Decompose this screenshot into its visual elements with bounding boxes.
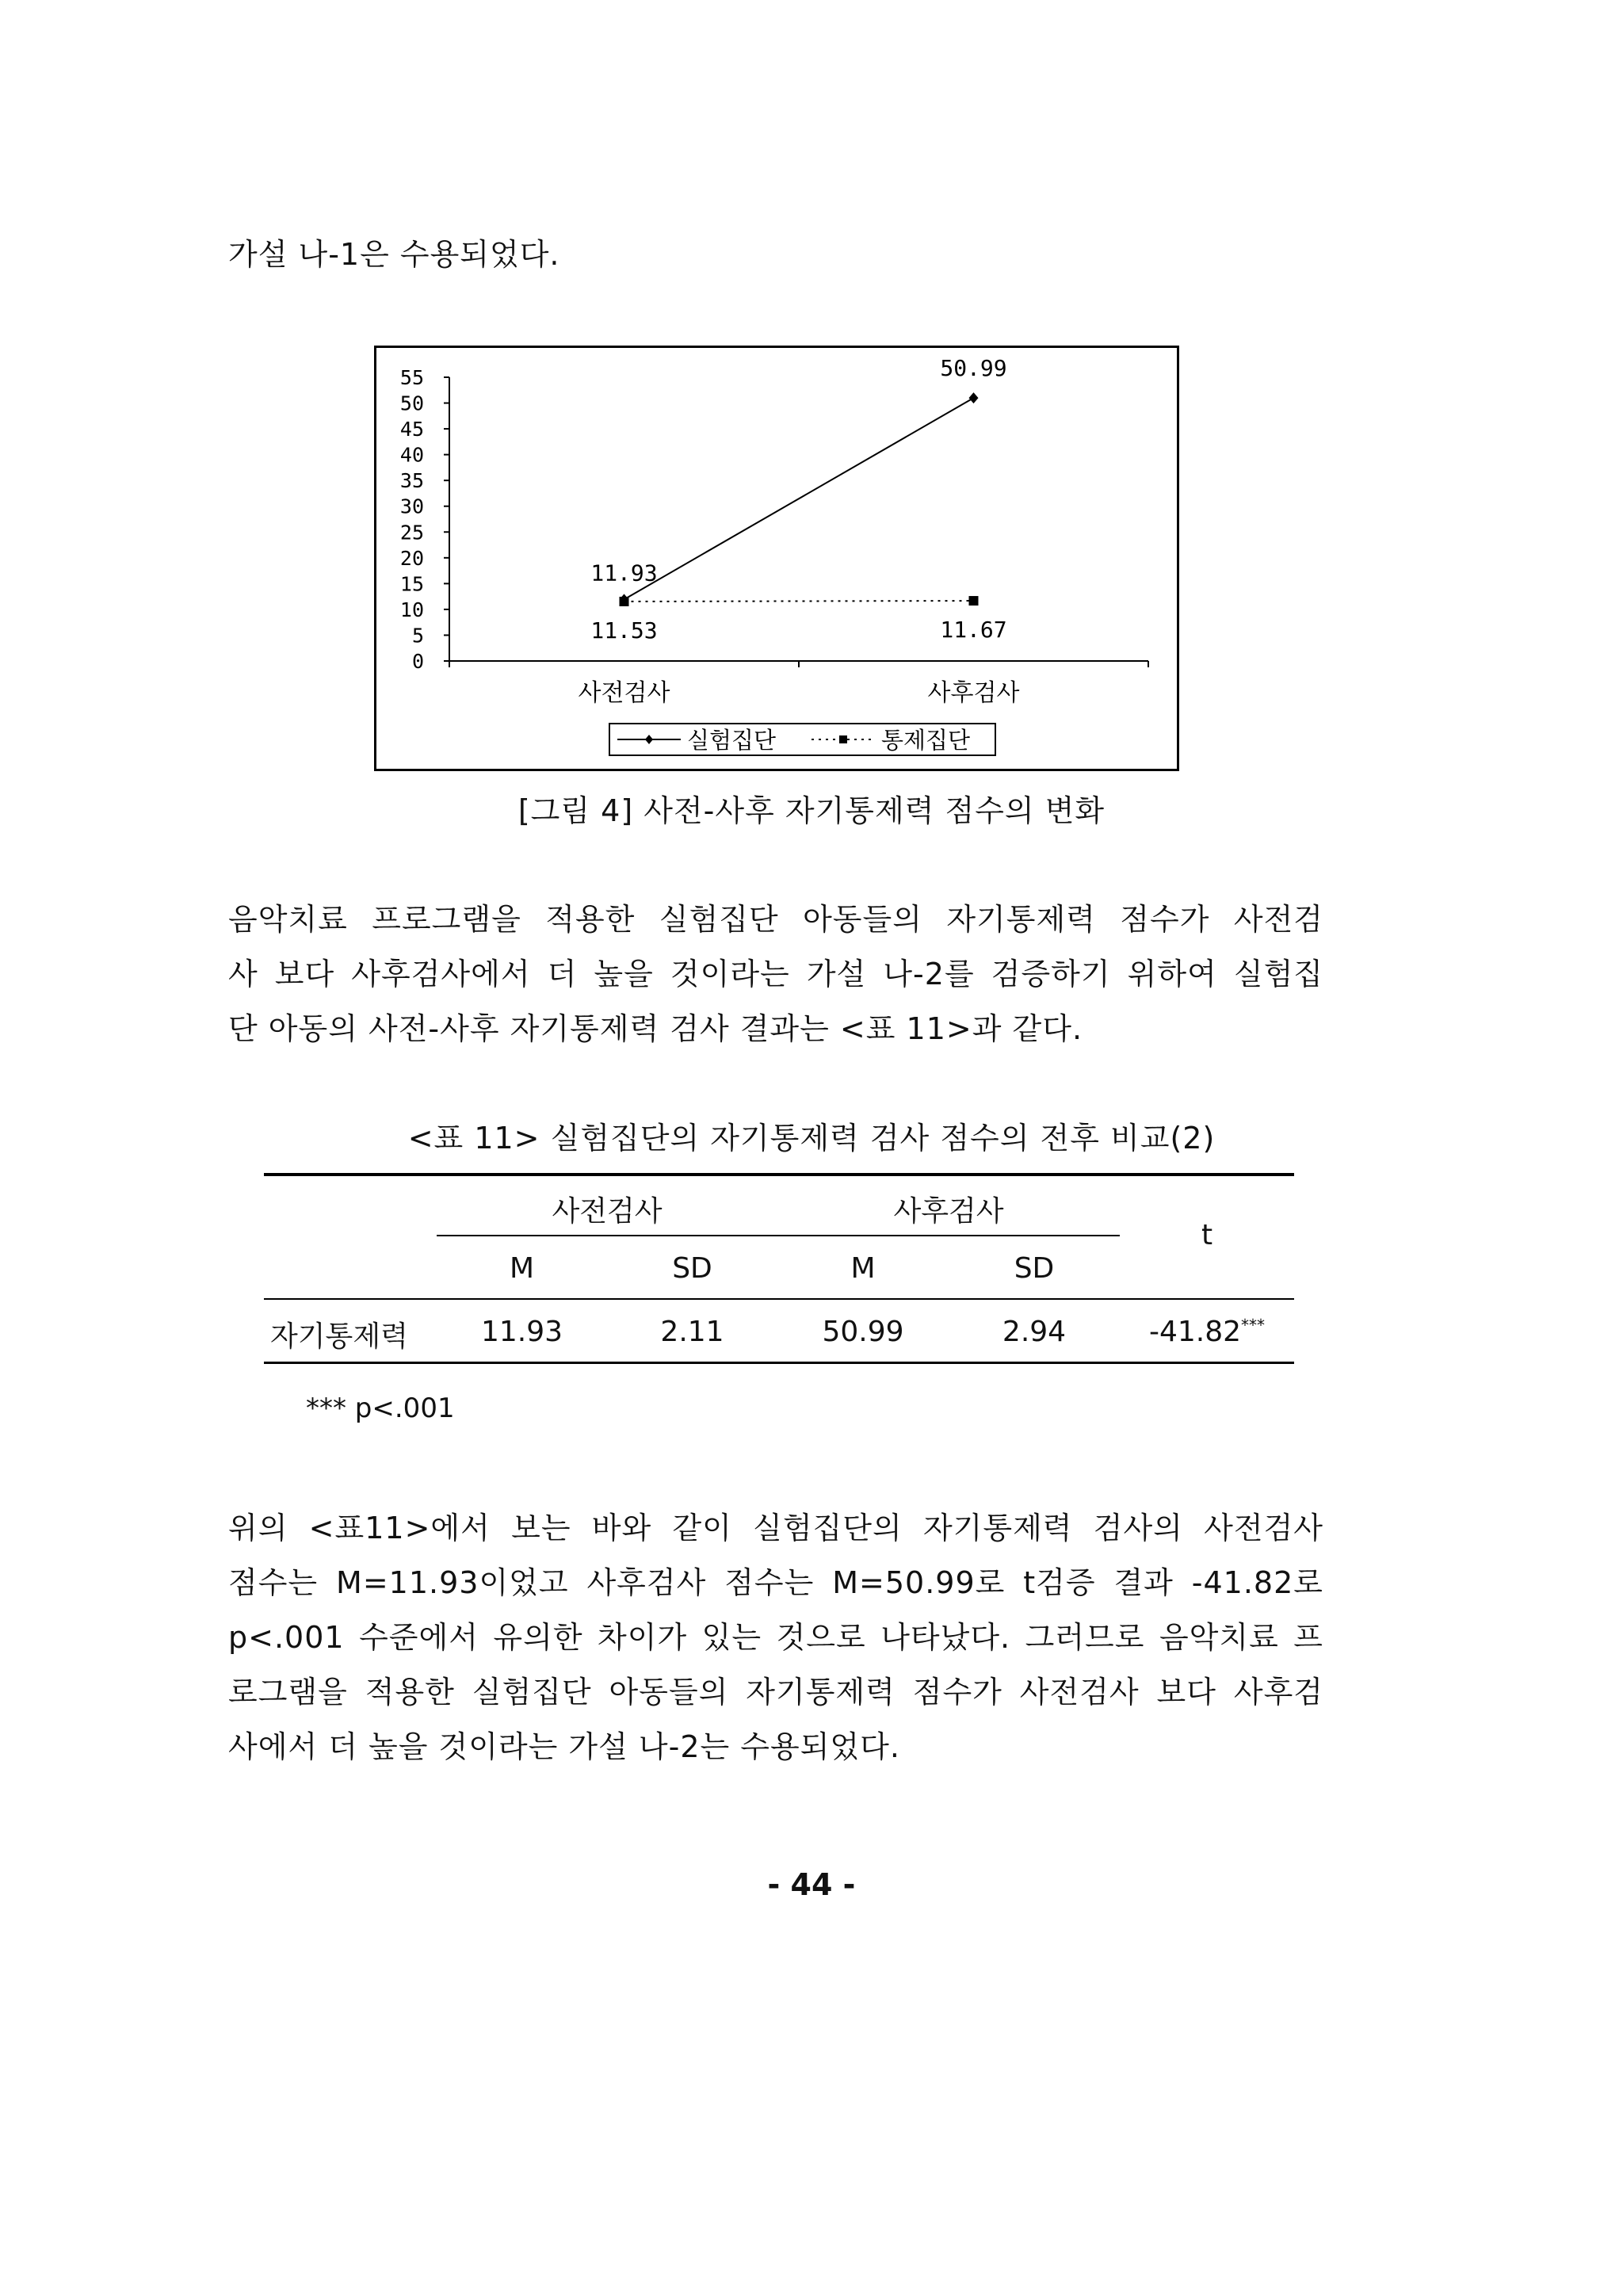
value-sd-post: 2.94: [1002, 1316, 1067, 1348]
data-point-experimental: [969, 392, 979, 403]
data-label-ctrl-post: 11.67: [940, 617, 1007, 644]
t-header: t: [1201, 1219, 1213, 1251]
value-sd-pre: 2.11: [660, 1316, 724, 1348]
figure-caption: [그림 4] 사전-사후 자기통제력 점수의 변화: [517, 793, 1106, 828]
table-caption: <표 11> 실험집단의 자기통제력 검사 점수의 전후 비교(2): [407, 1121, 1216, 1156]
series-line-experimental: [624, 398, 974, 599]
y-tick-label: 5: [411, 624, 424, 648]
value-t: [1120, 1316, 1294, 1348]
group-header-pre: 사전검사: [552, 1195, 663, 1228]
x-tick-label: 사전검사: [578, 679, 670, 707]
y-tick-label: 45: [399, 418, 424, 441]
group-header-post: 사후검사: [893, 1195, 1004, 1228]
chart-svg: [376, 348, 1177, 769]
paragraph-2-line: 위의 <표11>에서 보는 바와 같이 실험집단의 자기통제력 검사의 사전검사: [228, 1511, 1323, 1545]
x-tick-label: 사후검사: [927, 679, 1020, 707]
data-point-control: [969, 596, 979, 606]
paragraph-1-line: 사 보다 사후검사에서 더 높을 것이라는 가설 나-2를 검증하기 위하여 실험집: [228, 957, 1323, 991]
paragraph-2-line: 점수는 M=11.93이었고 사후검사 점수는 M=50.99로 t검증 결과 -41.82로: [228, 1565, 1323, 1600]
data-label-ctrl-pre: 11.53: [590, 617, 658, 644]
y-tick-label: 35: [399, 469, 424, 493]
table-top-rule: [264, 1173, 1294, 1176]
y-tick-label: 10: [399, 598, 424, 621]
series-line-control: [624, 601, 974, 602]
sub-header-sd-pre: SD: [672, 1252, 712, 1285]
legend-marker-control: [839, 735, 847, 743]
paragraph-2-line: 사에서 더 높을 것이라는 가설 나-2는 수용되었다.: [228, 1729, 900, 1764]
paragraph-2-line: 로그램을 적용한 실험집단 아동들의 자기통제력 점수가 사전검사 보다 사후검: [228, 1675, 1323, 1710]
legend-label-control: 통제집단: [881, 727, 971, 754]
sub-header-m-pre: M: [509, 1252, 535, 1285]
data-label-exp-post: 50.99: [940, 355, 1007, 382]
sub-header-m-post: M: [850, 1252, 876, 1285]
y-tick-label: 50: [399, 392, 424, 415]
value-m-pre: 11.93: [480, 1316, 563, 1348]
page-number: - 44 -: [767, 1867, 856, 1902]
y-tick-label: 40: [399, 443, 424, 467]
y-tick-label: 15: [399, 572, 424, 596]
value-m-post: 50.99: [822, 1316, 904, 1348]
sub-header-sd-post: SD: [1014, 1252, 1055, 1285]
figure-line-chart: [374, 346, 1179, 771]
paragraph-1-line: 단 아동의 사전-사후 자기통제력 검사 결과는 <표 11>과 같다.: [228, 1011, 1083, 1046]
row-label: 자기통제력: [270, 1320, 408, 1353]
y-tick-label: 30: [399, 495, 424, 518]
legend-label-experimental: 실험집단: [687, 727, 777, 754]
y-tick-label: 25: [399, 521, 424, 544]
data-label-exp-pre: 11.93: [590, 560, 658, 586]
table-group-rule: [437, 1235, 1120, 1236]
t-value: -41.82: [1148, 1316, 1242, 1348]
t-significance: ***: [1241, 1316, 1266, 1335]
y-tick-label: 20: [399, 546, 424, 570]
table-bottom-rule: [264, 1362, 1294, 1364]
paragraph-2: [228, 1501, 1323, 1775]
table-footnote: *** p<.001: [306, 1392, 455, 1424]
paragraph-1-line: 음악치료 프로그램을 적용한 실험집단 아동들의 자기통제력 점수가 사전검: [228, 902, 1323, 937]
y-tick-label: 0: [411, 650, 424, 673]
table-header-rule: [264, 1298, 1294, 1300]
paragraph-2-line: p<.001 수준에서 유의한 차이가 있는 것으로 나타났다. 그러므로 음악치료 프: [228, 1620, 1323, 1655]
paragraph-1: [228, 892, 1323, 1056]
y-tick-label: 55: [399, 366, 424, 389]
intro-line: 가설 나-1은 수용되었다.: [228, 237, 560, 272]
